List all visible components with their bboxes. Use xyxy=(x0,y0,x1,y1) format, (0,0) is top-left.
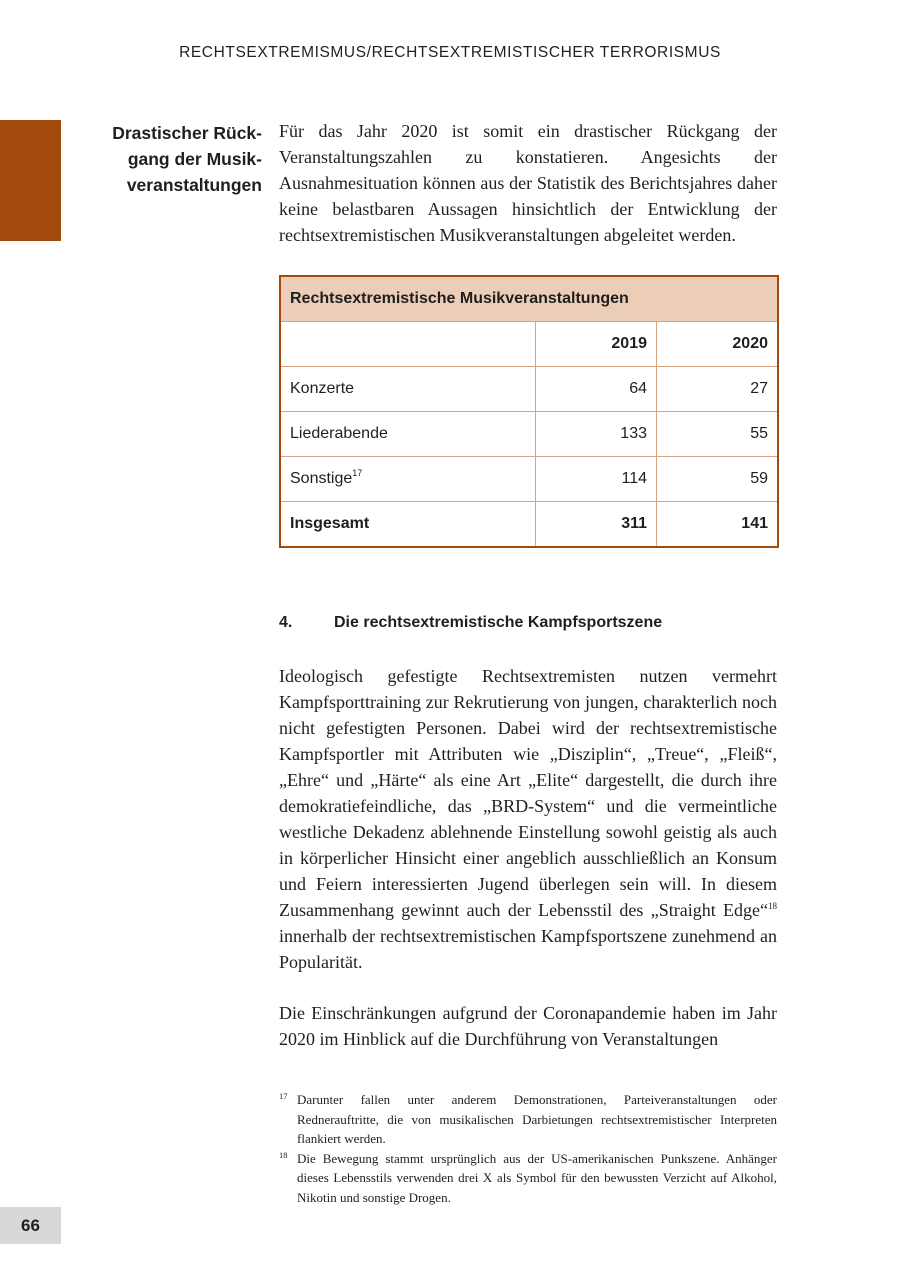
section-heading xyxy=(279,614,662,632)
row-label: Konzerte xyxy=(281,367,536,411)
music-events-table xyxy=(279,275,779,548)
paragraph-text: Ideologisch gefestigte Rechtsextremisten nutzen vermehrt Kampfsporttraining zur Rekrutierung von jungen, charakterlich noch nicht gefestigten Personen. Dabei wird der rechtsextremistische Kampfsportler mit Attributen wie „Disziplin“, „Treue“, „Fleiß“, „Ehre“ und „Härte“ als eine Art „Elite“ dargestellt, die durch ihre demokratiefeindliche, das „BRD-System“ und die vermeintliche westliche Dekadenz ablehnende Einstellung sowohl geistig als auch in körperlicher Hinsicht einer angeblich ausschließlich an Konsum und Feiern interessierten Jugend überlegen sein will. In diesem Zusammenhang gewinnt auch der Lebensstil des „Straight Edge“ xyxy=(279,666,777,920)
row-value-2019: 133 xyxy=(536,412,657,456)
row-label: Sonstige xyxy=(290,470,353,487)
table-row xyxy=(281,457,777,502)
table-title: Rechtsextremistische Musikveranstaltungen xyxy=(281,277,777,322)
table-header-label xyxy=(281,322,536,366)
footnotes xyxy=(279,1090,777,1207)
intro-paragraph: Für das Jahr 2020 ist somit ein drastischer Rückgang der Veranstaltungszahlen zu konstatieren. Angesichts der Ausnahmesituation können aus der Statistik des Berichtsjahres daher keine belastbaren Aussagen hinsichtlich der Entwicklung der rechtsextremistischen Musikveranstaltungen abgeleitet werden. xyxy=(279,121,777,245)
table-header-row xyxy=(281,322,777,367)
side-heading-line: gang der Musik- xyxy=(127,149,262,169)
row-value-2019: 64 xyxy=(536,367,657,411)
footnote-text: Darunter fallen unter anderem Demonstrationen, Parteiveranstaltungen oder Rednerauftritte, die von musikalischen Darbietungen rechtsextremistischer Interpreten flankiert werden. xyxy=(297,1092,777,1146)
total-value-2020: 141 xyxy=(741,515,768,532)
footnote xyxy=(279,1149,777,1208)
section-title: Die rechtsextremistische Kampfsportszene xyxy=(334,614,663,631)
running-header: RECHTSEXTREMISMUS/RECHTSEXTREMISTISCHER TERRORISMUS xyxy=(179,44,721,61)
page-number-box xyxy=(0,1207,61,1244)
table-row xyxy=(281,412,777,457)
body-paragraph xyxy=(279,663,777,975)
footnote-ref: 17 xyxy=(352,468,363,478)
page-number: 66 xyxy=(21,1216,40,1235)
row-label: Liederabende xyxy=(281,412,536,456)
side-heading xyxy=(100,120,262,198)
side-heading-line: veranstaltungen xyxy=(126,175,262,195)
row-label-cell xyxy=(281,457,536,501)
table-header-2019: 2019 xyxy=(536,322,657,366)
total-value-2019: 311 xyxy=(536,502,657,546)
footnote-text: Die Bewegung stammt ursprünglich aus der US-amerikanischen Punkszene. Anhänger dieses Lebensstils verwenden drei X als Symbol für den bewussten Verzicht auf Alkohol, Nikotin und sonstige Drogen. xyxy=(297,1150,777,1205)
chapter-tab-marker xyxy=(0,120,61,241)
section-number: 4. xyxy=(279,614,293,631)
table-header-2020: 2020 xyxy=(732,335,768,352)
footnote-number: 18 xyxy=(279,1149,288,1160)
paragraph-text: innerhalb der rechtsextremistischen Kampfsportszene zunehmend an Popularität. xyxy=(279,926,777,972)
footnote-number: 17 xyxy=(279,1091,288,1101)
row-value-2020: 55 xyxy=(750,425,768,442)
table-total-row xyxy=(281,502,777,546)
row-value-2019: 114 xyxy=(536,457,657,501)
row-value-2020: 59 xyxy=(750,470,768,487)
footnote-ref: 18 xyxy=(768,901,777,911)
table-row xyxy=(281,367,777,412)
total-label: Insgesamt xyxy=(281,502,536,546)
footnote xyxy=(279,1090,777,1149)
row-value-2020: 27 xyxy=(750,380,768,397)
body-paragraph: Die Einschränkungen aufgrund der Coronapandemie haben im Jahr 2020 im Hinblick auf die Durchführung von Veranstaltungen xyxy=(279,1003,777,1049)
side-heading-line: Drastischer Rück- xyxy=(112,123,262,143)
